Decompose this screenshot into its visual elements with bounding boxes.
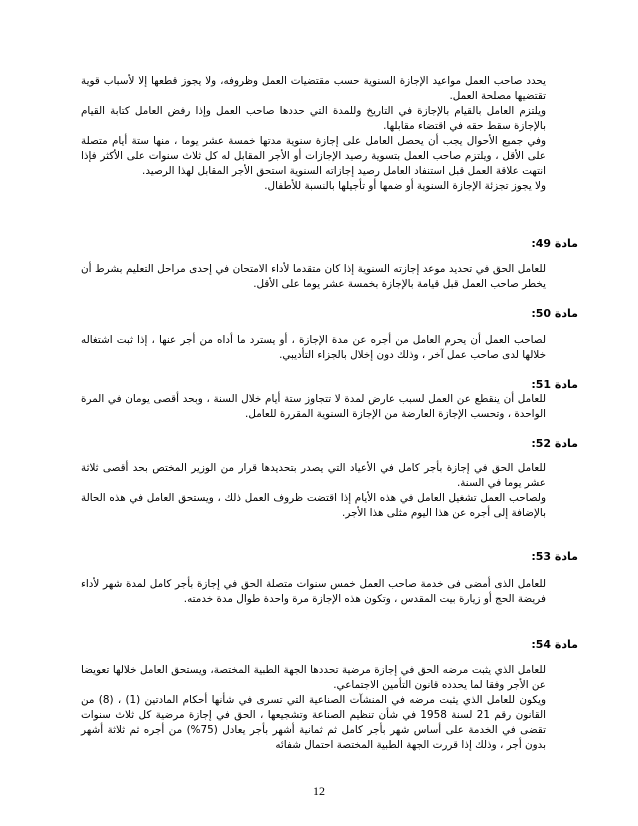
article-52-heading: مادة 52: <box>531 437 578 450</box>
article-51-body <box>81 392 546 422</box>
article-52-body <box>81 461 546 521</box>
article-49-heading: مادة 49: <box>531 237 578 250</box>
article-53-heading: مادة 53: <box>531 550 578 563</box>
article-50-heading: مادة 50: <box>531 307 578 320</box>
article-50-body <box>81 333 546 363</box>
article-51-heading: مادة 51: <box>531 378 578 391</box>
article-53-paragraph-1: للعامل الذى أمضى فى خدمة صاحب العمل خمس سنوات متصلة الحق في إجازة بأجر كامل لمدة شهر لأداء فريضة الحج أو زيارة بيت المقدس ، وتكون هذه الإجازة مرة واحدة طوال مدة خدمته. <box>81 578 546 605</box>
intro-text <box>81 74 546 194</box>
article-51-paragraph-1: للعامل أن ينقطع عن العمل لسبب عارض لمدة لا تتجاوز ستة أيام خلال السنة ، وبحد أقصى يومان في المرة الواحدة ، وتحسب الإجازة العارضة من الإجازة السنوية المقررة للعامل. <box>81 393 546 420</box>
intro-paragraph-4: ولا يجوز تجزئة الإجازة السنوية أو ضمها أو تأجيلها بالنسبة للأطفال. <box>264 180 546 192</box>
article-49-body <box>81 262 546 292</box>
page-number: 12 <box>313 784 325 798</box>
article-54-paragraph-2: ويكون للعامل الذي يثبت مرضه في المنشآت الصناعية التي تسرى في شأنها أحكام المادتين (1) ، (8) من القانون رقم 21 لسنة 1958 في شأن تنظيم الصناعة وتشجيعها ، الحق في إجازة مرضية كل ثلاث سنوات تقضى في الخدمة على أساس شهر بأجر كامل ثم ثمانية أشهر بأجر يعادل (75%) من أجره ثم ثلاثة أشهر بدون أجر ، وذلك إذا قررت الجهة الطبية المختصة احتمال شفائه <box>81 694 547 751</box>
article-52-paragraph-1: للعامل الحق في إجازة بأجر كامل في الأعياد التي يصدر بتحديدها قرار من الوزير المختص بحد أقصى ثلاثة عشر يوما في السنة. <box>81 462 546 489</box>
article-53-body <box>81 577 546 607</box>
article-49-paragraph-1: للعامل الحق في تحديد موعد إجازته السنوية إذا كان متقدما لأداء الامتحان في إحدى مراحل التعليم بشرط أن يخطر صاحب العمل قبل قيامة بالإجازة بخمسة عشر يوما على الأقل. <box>81 263 546 290</box>
article-54-body <box>81 663 546 753</box>
article-52-paragraph-2: ولصاحب العمل تشغيل العامل في هذه الأيام إذا اقتضت ظروف العمل ذلك ، ويستحق العامل في هذه الحالة بالإضافة إلى أجره عن هذا اليوم مثلى هذا الأجر. <box>81 492 546 519</box>
article-54-paragraph-1: للعامل الذي يثبت مرضه الحق في إجازة مرضية تحددها الجهة الطبية المختصة، ويستحق العامل خلالها تعويضا عن الأجر وفقا لما يحدده قانون التأمين الاجتماعي. <box>81 664 546 691</box>
article-50-paragraph-1: لصاحب العمل أن يحرم العامل من أجره عن مدة الإجازة ، أو يسترد ما أداه من أجر عنها ، إذا ثبت اشتغاله خلالها لدى صاحب عمل آخر ، وذلك دون إخلال بالجزاء التأديبي. <box>81 334 546 361</box>
intro-paragraph-1: يحدد صاحب العمل مواعيد الإجازة السنوية حسب مقتضيات العمل وظروفه، ولا يجوز قطعها إلا لأسباب قوية تقتضيها مصلحة العمل. <box>81 75 546 102</box>
intro-paragraph-3: وفي جميع الأحوال يجب أن يحصل العامل على إجازة سنوية مدتها خمسة عشر يوما ، منها ستة أيام متصلة على الأقل ، ويلتزم صاحب العمل بتسوية رصيد الإجازات أو الأجر المقابل له كل ثلاث سنوات على الأكثر فإذا انتهت علاقة العمل قبل استنفاد العامل رصيد إجازاته السنوية استحق الأجر المقابل لهذا الرصيد. <box>81 135 546 177</box>
intro-paragraph-2: ويلتزم العامل بالقيام بالإجازة في التاريخ وللمدة التي حددها صاحب العمل وإذا رفض العامل كتابة القيام بالإجازة سقط حقه في اقتضاء مقابلها. <box>81 105 546 132</box>
article-54-heading: مادة 54: <box>531 638 578 651</box>
